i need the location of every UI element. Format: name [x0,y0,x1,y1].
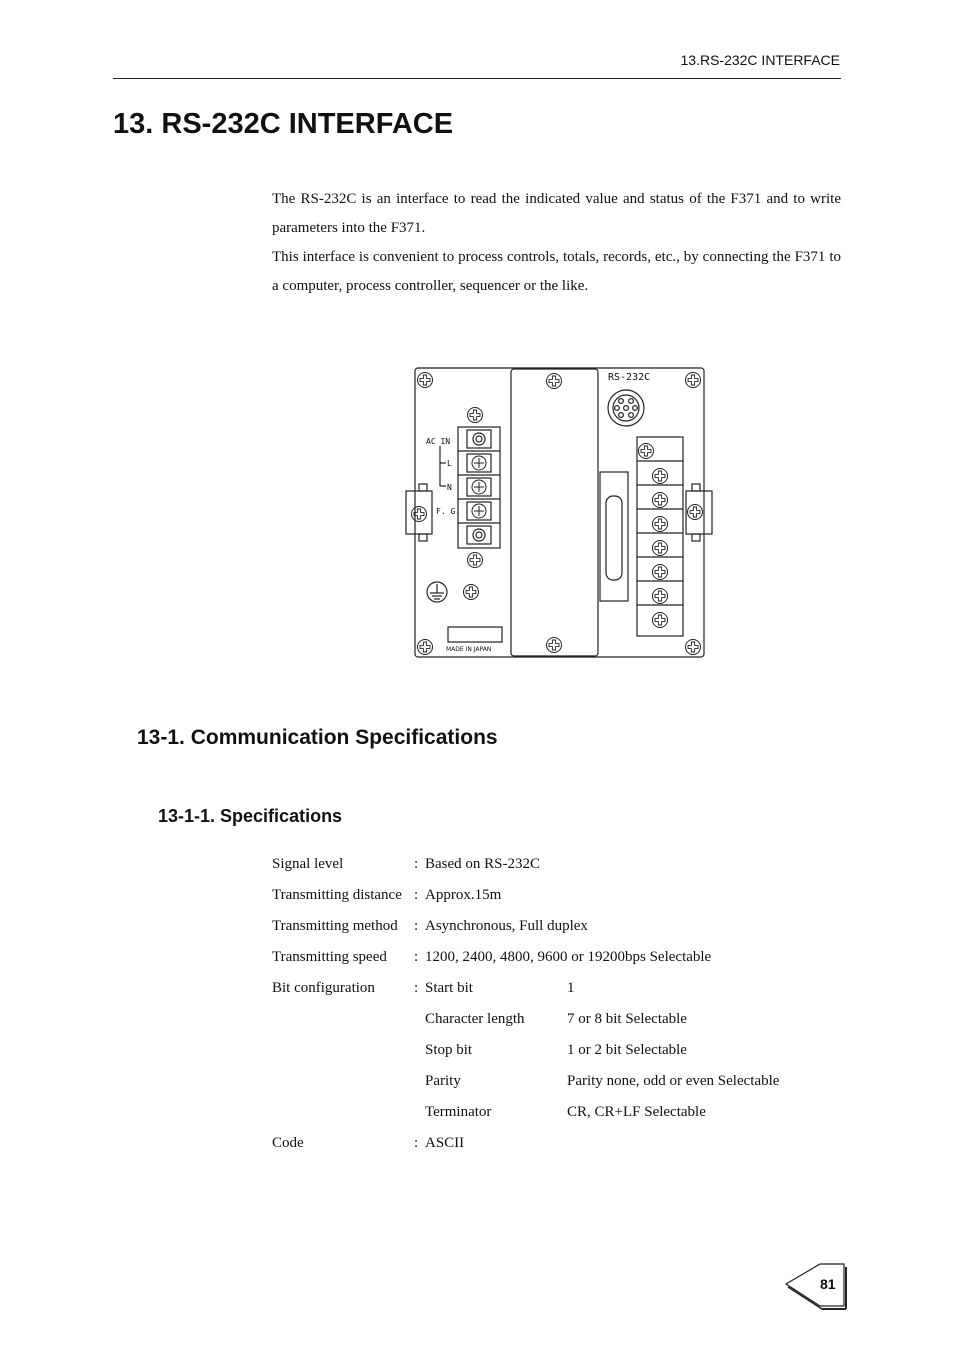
fg-label: F. G. [436,507,461,516]
spec-value: Stop bit [425,1042,473,1058]
spec-sub-value: 7 or 8 bit Selectable [567,1011,687,1027]
intro-text [272,185,841,301]
section-heading: 13-1. Communication Specifications [137,726,498,749]
spec-row-code [272,1131,841,1162]
running-header: 13.RS-232C INTERFACE [680,52,840,68]
spec-colon: : [414,980,419,996]
intro-paragraph-2: This interface is convenient to process controls, totals, records, etc., by connecting the F371 to a computer, process controller, sequencer or the like. [272,249,841,294]
spec-label: Transmitting speed [272,949,387,965]
spec-colon: : [414,887,419,903]
rs232c-label: RS-232C [608,372,651,383]
spec-value: ASCII [425,1135,465,1151]
spec-row-terminator [272,1100,841,1131]
spec-colon: : [414,918,419,934]
intro-paragraph-1: The RS-232C is an interface to read the indicated value and status of the F371 and to write parameters into the F371. [272,191,841,236]
spec-label: Transmitting method [272,918,398,934]
n-label: N [447,483,452,492]
ac-in-label: AC IN [426,437,451,446]
l-label: L [447,459,452,468]
specifications-table [272,852,841,1162]
spec-value: Start bit [425,980,473,996]
subsection-heading: 13-1-1. Specifications [158,806,343,826]
spec-colon: : [414,1135,419,1151]
spec-sub-value: CR, CR+LF Selectable [567,1104,706,1120]
spec-row-transmitting-method [272,914,841,945]
spec-label: Code [272,1135,304,1151]
header-rule [113,78,841,79]
spec-row-character-length [272,1007,841,1038]
spec-value: Character length [425,1011,525,1027]
spec-row-transmitting-distance [272,883,841,914]
spec-value: 1200, 2400, 4800, 9600 or 19200bps Selectable [425,949,712,965]
spec-row-stop-bit [272,1038,841,1069]
spec-label: Signal level [272,856,344,872]
page-title: 13. RS-232C INTERFACE [113,108,454,140]
spec-value: Terminator [425,1104,492,1120]
spec-colon: : [414,856,419,872]
spec-row-bit-configuration [272,976,841,1007]
rear-panel-figure [404,364,720,664]
spec-sub-value: 1 [567,980,575,996]
spec-sub-value: 1 or 2 bit Selectable [567,1042,687,1058]
spec-value: Based on RS-232C [425,856,541,872]
spec-value: Asynchronous, Full duplex [425,918,588,934]
spec-label: Transmitting distance [272,887,402,903]
spec-value: Approx.15m [425,887,502,903]
spec-colon: : [414,949,419,965]
spec-value: Parity [425,1073,461,1089]
spec-row-signal-level [272,852,841,883]
spec-row-parity [272,1069,841,1100]
page-number: 81 [820,1276,836,1292]
spec-row-transmitting-speed [272,945,841,976]
page-number-tab [784,1262,848,1312]
spec-sub-value: Parity none, odd or even Selectable [567,1073,780,1089]
made-in-label: MADE IN JAPAN [446,646,492,653]
spec-label: Bit configuration [272,980,375,996]
